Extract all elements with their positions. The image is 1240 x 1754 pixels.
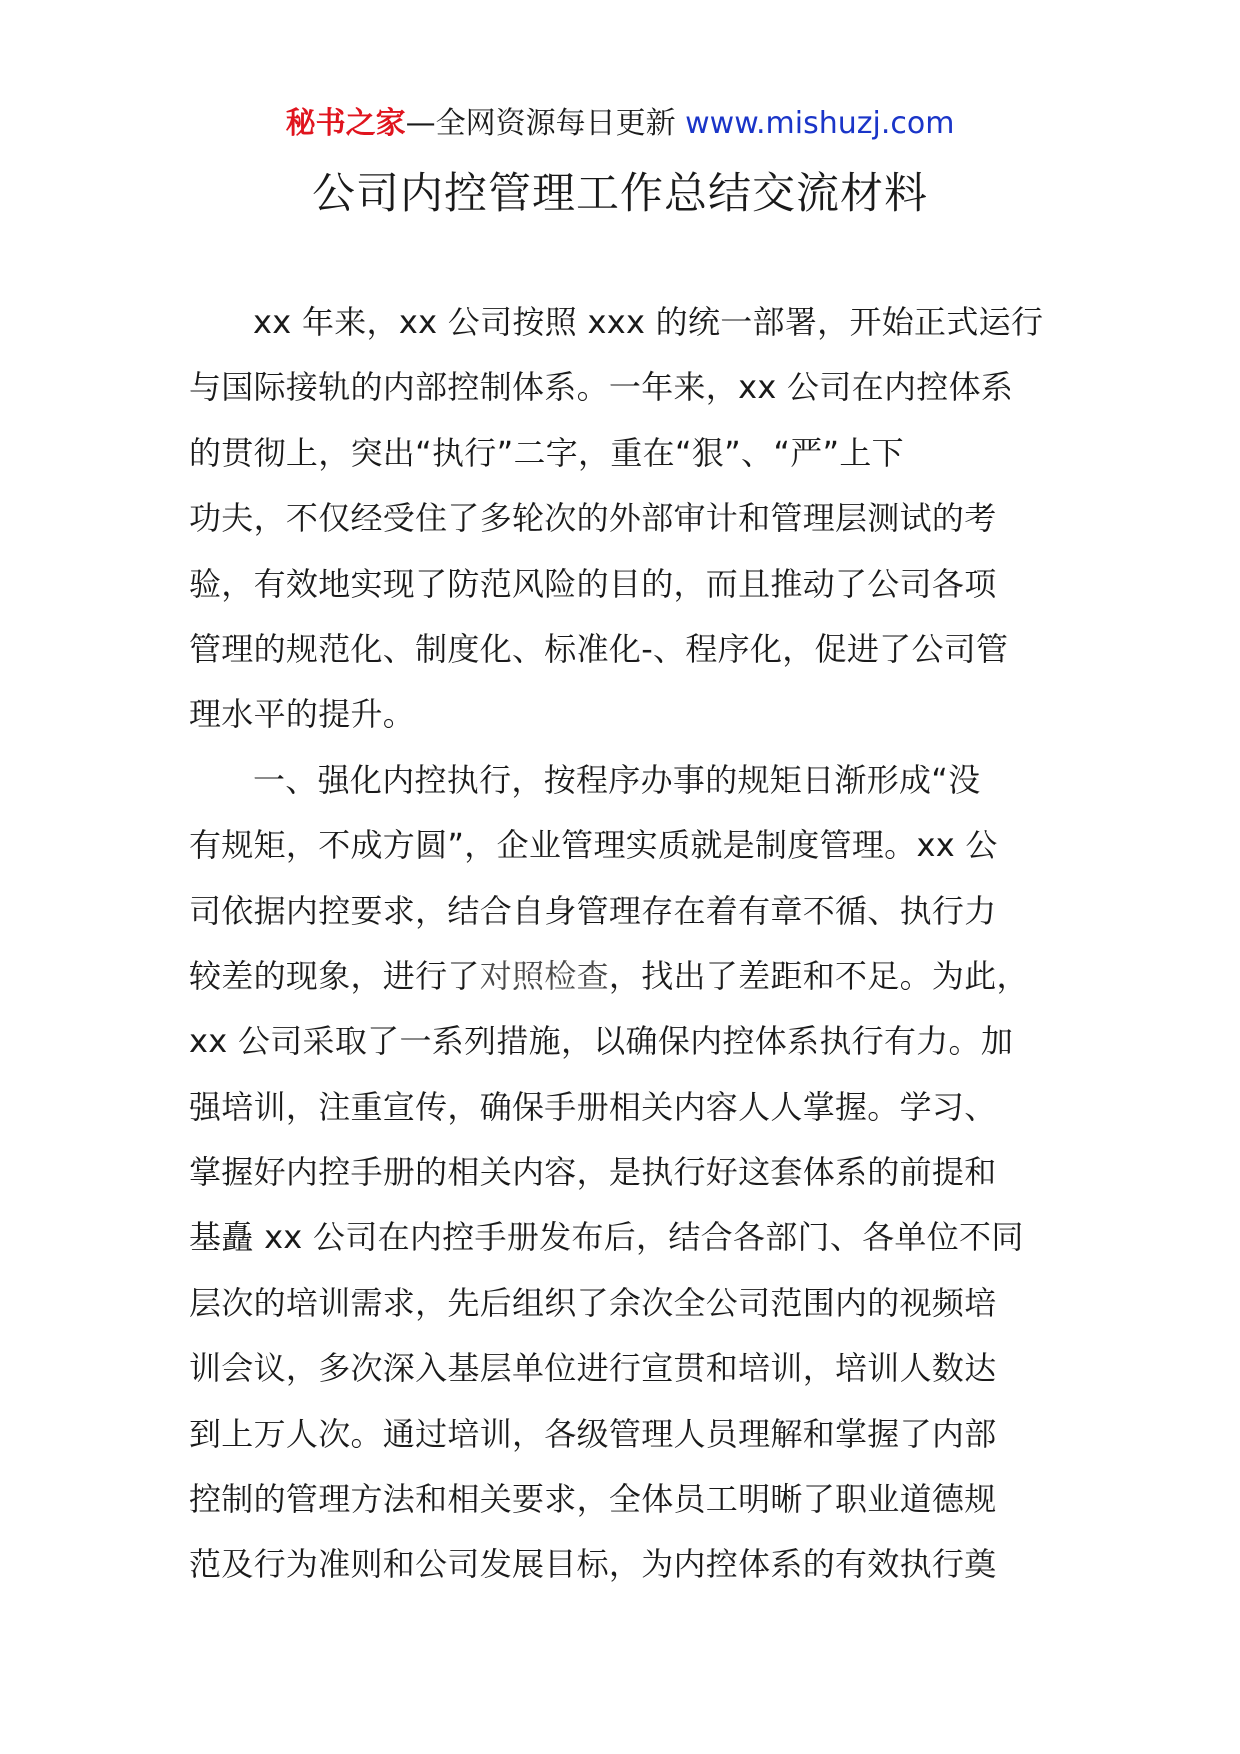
- paragraph-line: 基矗 xx 公司在内控手册发布后，结合各部门、各单位不同: [189, 1218, 1024, 1257]
- paragraph-line: 控制的管理方法和相关要求，全体员工明晰了职业道德规: [189, 1480, 997, 1519]
- site-url-link[interactable]: www.mishuzj.com: [685, 106, 955, 141]
- line-text: ，找出了差距和不足。为此，: [608, 956, 1029, 995]
- paragraph-line: 到上万人次。通过培训，各级管理人员理解和掌握了内部: [189, 1414, 997, 1453]
- paragraph-line: 层次的培训需求，先后组织了余次全公司范围内的视频培: [189, 1283, 997, 1322]
- brand-name: 秘书之家: [285, 106, 406, 141]
- paragraph-line: 的贯彻上，突出“执行”二字，重在“狠”、“严”上下: [189, 433, 904, 472]
- paragraph-line: 训会议，多次深入基层单位进行宣贯和培训，培训人数达: [189, 1349, 997, 1388]
- line-text: 较差的现象，进行了: [189, 956, 480, 995]
- paragraph-line: 功夫，不仅经受住了多轮次的外部审计和管理层测试的考: [189, 499, 997, 538]
- paragraph-line: 司依据内控要求，结合自身管理存在着有章不循、执行力: [189, 891, 997, 930]
- inline-link-text: 对照检查: [479, 956, 609, 995]
- paragraph-line: 有规矩，不成方圆”，企业管理实质就是制度管理。xx 公: [189, 826, 998, 865]
- paragraph-line: xx 公司采取了一系列措施，以确保内控体系执行有力。加: [189, 1022, 1014, 1061]
- paragraph-line: 与国际接轨的内部控制体系。一年来，xx 公司在内控体系: [189, 368, 1014, 407]
- paragraph-line: 验，有效地实现了防范风险的目的，而且推动了公司各项: [189, 564, 997, 603]
- paragraph-line: 管理的规范化、制度化、标准化-、程序化，促进了公司管: [189, 629, 1009, 668]
- header-tagline: —全网资源每日更新: [405, 106, 686, 141]
- paragraph-line: 范及行为准则和公司发展目标，为内控体系的有效执行奠: [189, 1545, 997, 1584]
- paragraph-line: 掌握好内控手册的相关内容，是执行好这套体系的前提和: [189, 1153, 997, 1192]
- site-header: [0, 104, 1240, 144]
- paragraph-line: xx 年来，xx 公司按照 xxx 的统一部署，开始正式运行: [253, 303, 1044, 341]
- paragraph-line: 理水平的提升。: [189, 695, 416, 734]
- section-heading-line: 一、强化内控执行，按程序办事的规矩日渐形成“没: [253, 760, 981, 799]
- paragraph-line: [189, 944, 1069, 1009]
- document-title: 公司内控管理工作总结交流材料: [312, 169, 928, 219]
- document-body: [189, 290, 1069, 1598]
- paragraph-line: 强培训，注重宣传，确保手册相关内容人人掌握。学习、: [189, 1087, 997, 1126]
